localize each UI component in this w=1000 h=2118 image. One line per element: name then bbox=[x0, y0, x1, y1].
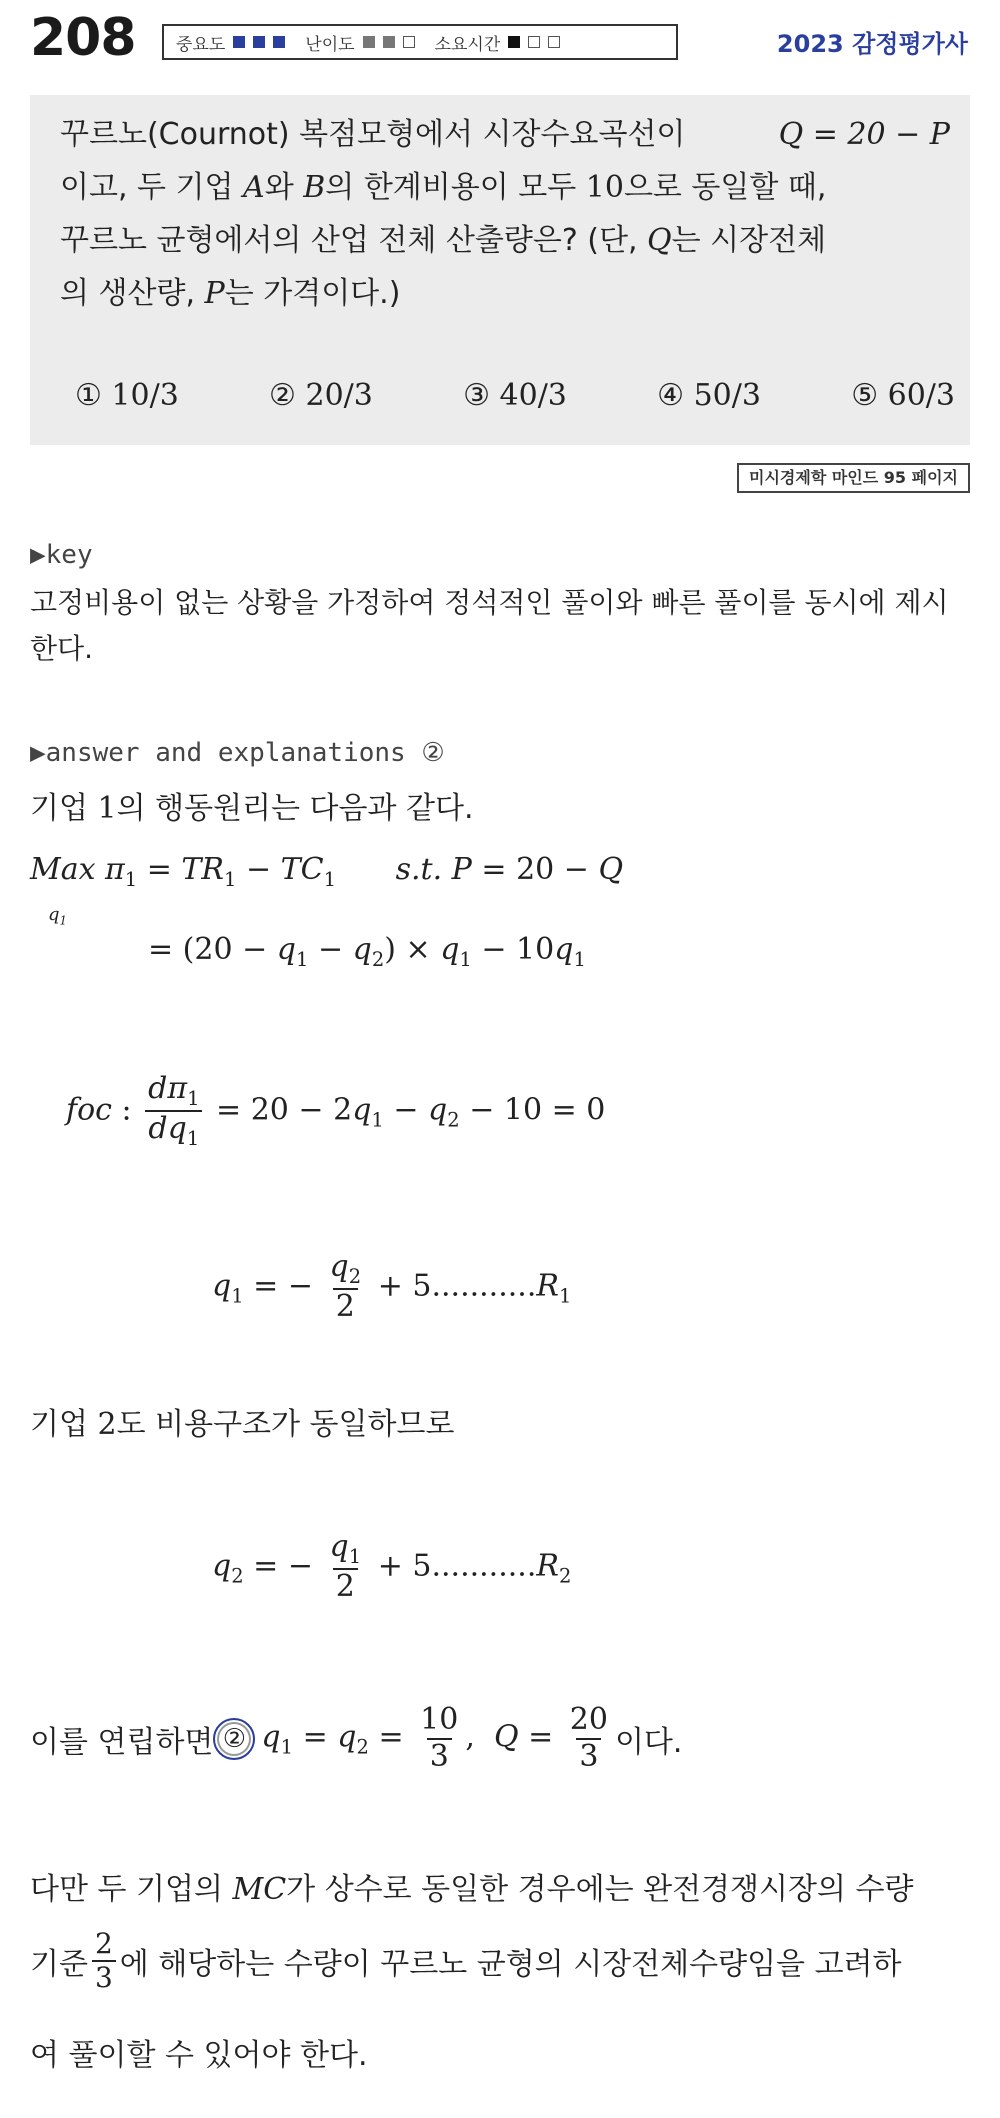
empty-square-icon bbox=[548, 36, 560, 48]
solution-line: 이를 연립하면 ② $q_1 = q_2$ = $\frac{10}{3}$ , Q = $\frac{20}{3}$ 이다. bbox=[30, 1702, 683, 1774]
note-line-1: 다만 두 기업의 MC가 상수로 동일한 경우에는 완전경쟁시장의 수량 bbox=[30, 1872, 914, 1907]
filled-square-icon bbox=[253, 36, 265, 48]
solution-equation: $q_1 = q_2$ = $\frac{10}{3}$ , Q = $\frac{20}{3}$ bbox=[261, 1702, 608, 1774]
firm2-text: 기업 2도 비용구조가 동일하므로 bbox=[30, 1407, 455, 1442]
question-number: 208 bbox=[30, 8, 136, 68]
choice-5[interactable]: ⑤ 60/3 bbox=[851, 378, 955, 413]
time-label: 소요시간 bbox=[434, 34, 501, 55]
key-text: 고정비용이 없는 상황을 가정하여 정석적인 풀이와 빠른 풀이를 동시에 제시한다. bbox=[30, 586, 949, 665]
question-line-3: 꾸르노 균형에서의 산업 전체 산출량은? (단, Q는 시장전체 bbox=[60, 223, 827, 258]
question-line-1: 꾸르노(Cournot) 복점모형에서 시장수요곡선이 bbox=[60, 117, 686, 152]
time-rating bbox=[435, 30, 561, 55]
question-text bbox=[60, 108, 950, 320]
filled-square-icon bbox=[383, 36, 395, 48]
answer-heading: ▶answer and explanations ② bbox=[30, 738, 445, 768]
demand-equation: Q = 20 − P bbox=[778, 117, 950, 152]
question-line-4: 의 생산량, P는 가격이다.) bbox=[60, 276, 401, 311]
importance-label: 중요도 bbox=[176, 34, 226, 55]
filled-square-icon bbox=[233, 36, 245, 48]
equation-foc: foc : $\frac{d\pi_1}{dq_1}$ = $20 - 2q_1 - q_2 - 10 = 0$ bbox=[66, 1071, 606, 1151]
note-line-3: 여 풀이할 수 있어야 한다. bbox=[30, 2038, 368, 2073]
page-reference: 미시경제학 마인드 95 페이지 bbox=[737, 463, 970, 493]
answer-intro: 기업 1의 행동원리는 다음과 같다. bbox=[30, 791, 474, 826]
key-heading: ▶key bbox=[30, 540, 93, 570]
equation-subscript: $q_1$ bbox=[48, 904, 67, 928]
choice-3[interactable]: ③ 40/3 bbox=[463, 378, 567, 413]
answer-circle-icon: ② bbox=[213, 1718, 255, 1760]
difficulty-label: 난이도 bbox=[305, 34, 355, 55]
choice-2[interactable]: ② 20/3 bbox=[269, 378, 373, 413]
filled-square-icon bbox=[508, 36, 520, 48]
equation-profit-expanded: = $(20 - q_1 - q_2) \times q_1 - 10q_1$ bbox=[148, 932, 586, 971]
empty-square-icon bbox=[403, 36, 415, 48]
question-line-2: 이고, 두 기업 A와 B의 한계비용이 모두 10으로 동일할 때, bbox=[60, 170, 827, 205]
note-line-2: 기준 $\frac{2}{3}$ 에 해당하는 수량이 꾸르노 균형의 시장전체수량임을 고려하 bbox=[30, 1927, 902, 1995]
choice-4[interactable]: ④ 50/3 bbox=[657, 378, 761, 413]
filled-square-icon bbox=[363, 36, 375, 48]
equation-reaction-1: $q_1$ = − $\frac{q_2}{2}$ + $5...........R_1$ bbox=[212, 1249, 572, 1325]
two-thirds-fraction: $\frac{2}{3}$ bbox=[92, 1928, 116, 1994]
equation-reaction-2: $q_2$ = − $\frac{q_1}{2}$ + $5...........R_2$ bbox=[212, 1529, 572, 1605]
meta-box bbox=[162, 24, 678, 60]
equation-profit-max: Max $\pi_1 = TR_1 - TC_1$ s.t. P = 20 − Q bbox=[30, 852, 624, 891]
choice-1[interactable]: ① 10/3 bbox=[75, 378, 179, 413]
empty-square-icon bbox=[528, 36, 540, 48]
importance-rating bbox=[176, 30, 285, 55]
exam-label: 2023 감정평가사 bbox=[776, 30, 968, 58]
filled-square-icon bbox=[273, 36, 285, 48]
answer-choices bbox=[75, 378, 955, 413]
difficulty-rating bbox=[305, 30, 414, 55]
